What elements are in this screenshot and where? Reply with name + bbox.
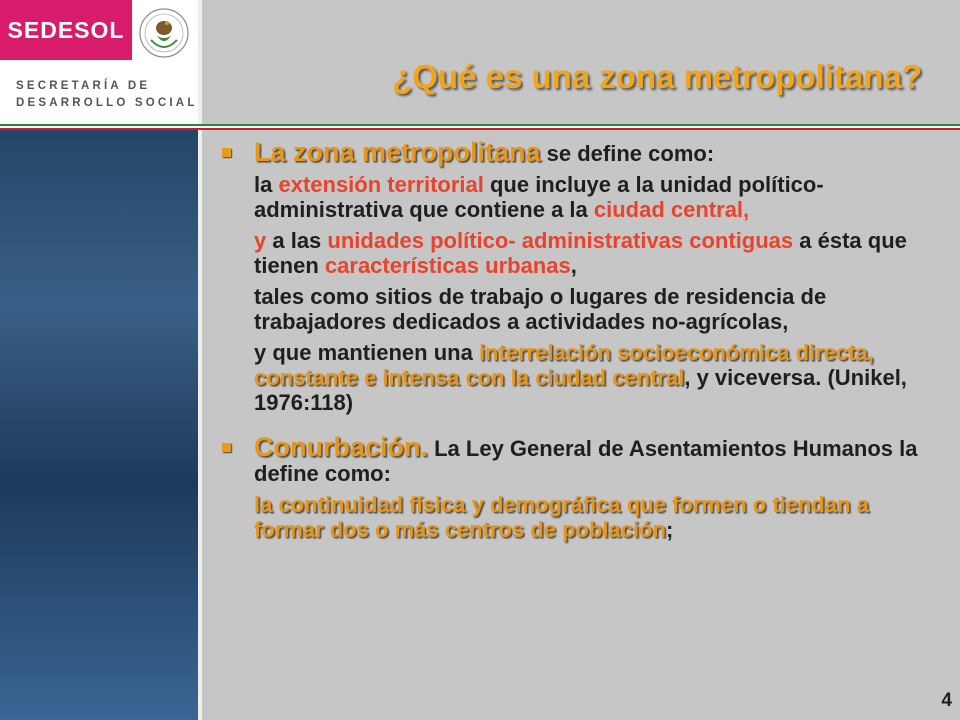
slide-title: ¿Qué es una zona metropolitana? (392, 58, 922, 95)
bullet-zona-metropolitana: La zona metropolitana se define como: (218, 140, 918, 166)
term-conurbacion: Conurbación. (254, 432, 428, 462)
definition-line-4: y que mantienen una interrelación socioeconómica directa, constante e intensa con la ciudad central, y viceversa. (Unikel, 1976:118) (254, 340, 907, 415)
bullet-conurbacion: Conurbación. La Ley General de Asentamientos Humanos la define como: (218, 435, 918, 486)
ministry-name: SECRETARÍA DE DESARROLLO SOCIAL (16, 80, 198, 109)
title-bar (202, 0, 960, 124)
flag-stripe (0, 124, 960, 130)
conurbacion-definition: la continuidad física y demográfica que formen o tiendan a formar dos o más centros de población; (254, 492, 869, 542)
left-sidebar (0, 128, 200, 720)
definition-line-1: la extensión territorial que incluye a la unidad político-administrativa que contiene a la ciudad central, (254, 172, 824, 222)
page-number: 4 (941, 690, 952, 711)
slide-content (218, 137, 918, 542)
coat-of-arms-icon (137, 6, 191, 60)
logo-area (0, 0, 200, 128)
term-zona-metropolitana: La zona metropolitana (254, 137, 541, 167)
definition-line-2: y a las unidades político- administrativas contiguas a ésta que tienen características urbanas, (254, 228, 907, 278)
definition-line-3: tales como sitios de trabajo o lugares de residencia de trabajadores dedicados a actividades no-agrícolas, (254, 284, 827, 334)
bullet-square-icon (222, 148, 231, 157)
sedesol-logo: SEDESOL (0, 0, 132, 60)
bullet-square-icon (222, 443, 231, 452)
